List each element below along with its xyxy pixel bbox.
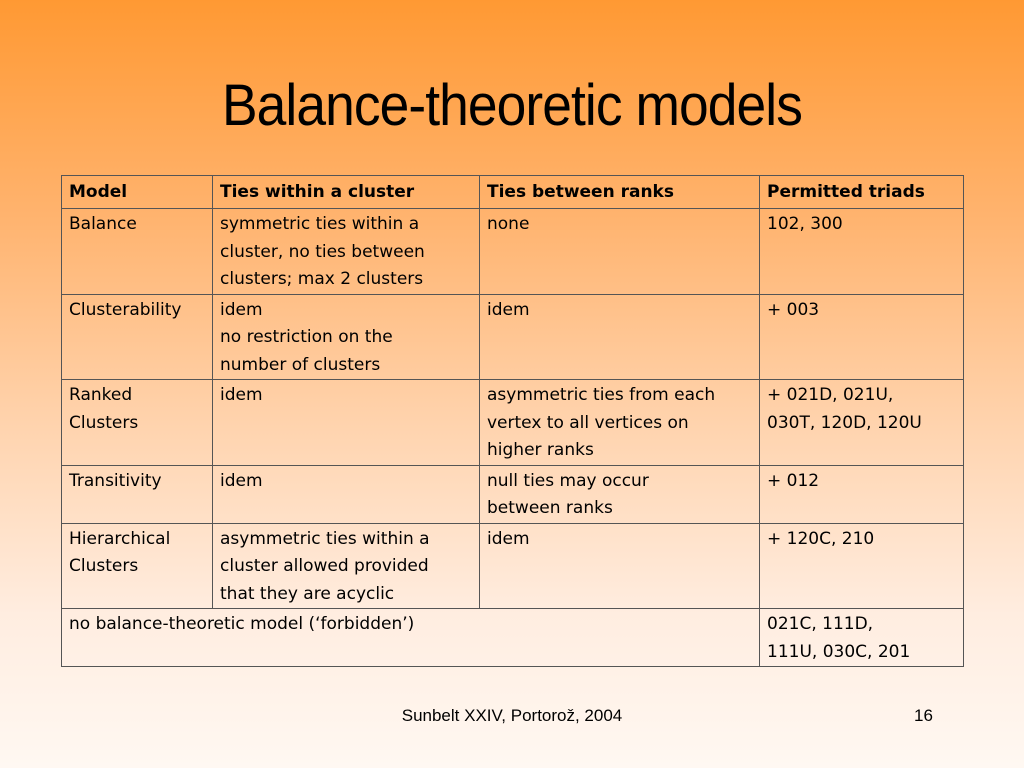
cell-line: + 021D, 021U,: [767, 385, 894, 405]
ties-within-cell: [213, 523, 480, 609]
cell-line: + 003: [767, 299, 820, 320]
cell-line: idem: [487, 528, 530, 549]
ties-within-cell: [213, 294, 480, 380]
cell-line: null ties may occur: [487, 470, 649, 491]
table-row-transitivity: [62, 465, 964, 523]
page-number: 16: [914, 706, 933, 725]
header-permitted-triads: Permitted triads: [760, 176, 964, 209]
triads-cell: [760, 609, 964, 667]
table-row-ranked-clusters: [62, 380, 964, 466]
models-table: [61, 175, 964, 667]
ties-between-cell: [480, 294, 760, 380]
cell-line: + 120C, 210: [767, 528, 875, 549]
table-row-forbidden: [62, 609, 964, 667]
cell-line: 102, 300: [767, 214, 843, 234]
ties-within-cell: [213, 465, 480, 523]
ties-between-cell: [480, 523, 760, 609]
triads-cell: [760, 523, 964, 609]
cell-line: between ranks: [487, 498, 613, 518]
cell-line: asymmetric ties within a: [220, 528, 430, 549]
ties-within-cell: [213, 209, 480, 295]
forbidden-label-cell: [62, 609, 760, 667]
triads-cell: [760, 294, 964, 380]
table-header-row: [62, 176, 964, 209]
cell-line: none: [487, 214, 530, 234]
header-model: Model: [62, 176, 213, 209]
cell-line: Clusterability: [69, 299, 182, 320]
slide-title: Balance-theoretic models: [221, 73, 803, 138]
cell-line: no balance-theoretic model (‘forbidden’): [69, 614, 415, 634]
ties-within-cell: [213, 380, 480, 466]
cell-line: 030T, 120D, 120U: [767, 412, 922, 433]
cell-line: Balance: [69, 214, 137, 234]
cell-line: vertex to all vertices on: [487, 412, 689, 433]
model-cell: [62, 209, 213, 295]
ties-between-cell: [480, 209, 760, 295]
table-row-balance: [62, 209, 964, 295]
table-row-clusterability: [62, 294, 964, 380]
cell-line: idem: [487, 299, 530, 320]
cell-line: asymmetric ties from each: [487, 385, 716, 405]
cell-line: idem: [220, 385, 263, 405]
slide-footer: Sunbelt XXIV, Portorož, 2004: [401, 706, 623, 725]
ties-between-cell: [480, 380, 760, 466]
cell-line: 111U, 030C, 201: [767, 641, 911, 662]
cell-line: Ranked: [69, 385, 133, 405]
cell-line: symmetric ties within a: [220, 214, 420, 234]
cell-line: Clusters: [69, 412, 139, 433]
model-cell: [62, 465, 213, 523]
cell-line: that they are acyclic: [220, 583, 395, 604]
cell-line: cluster allowed provided: [220, 556, 429, 576]
cell-line: 021C, 111D,: [767, 614, 874, 634]
triads-cell: [760, 465, 964, 523]
cell-line: + 012: [767, 470, 820, 491]
cell-line: no restriction on the: [220, 327, 393, 347]
header-ties-between-ranks: Ties between ranks: [480, 176, 760, 209]
cell-line: clusters; max 2 clusters: [220, 269, 424, 289]
table-row-hierarchical-clusters: [62, 523, 964, 609]
ties-between-cell: [480, 465, 760, 523]
cell-line: cluster, no ties between: [220, 241, 425, 262]
cell-line: Transitivity: [69, 470, 162, 491]
cell-line: idem: [220, 470, 263, 491]
cell-line: Clusters: [69, 556, 139, 576]
cell-line: number of clusters: [220, 354, 381, 375]
model-cell: [62, 523, 213, 609]
header-ties-within-cluster: Ties within a cluster: [213, 176, 480, 209]
model-cell: [62, 380, 213, 466]
triads-cell: [760, 209, 964, 295]
cell-line: higher ranks: [487, 440, 594, 460]
cell-line: Hierarchical: [69, 528, 171, 549]
cell-line: idem: [220, 299, 263, 320]
model-cell: [62, 294, 213, 380]
triads-cell: [760, 380, 964, 466]
